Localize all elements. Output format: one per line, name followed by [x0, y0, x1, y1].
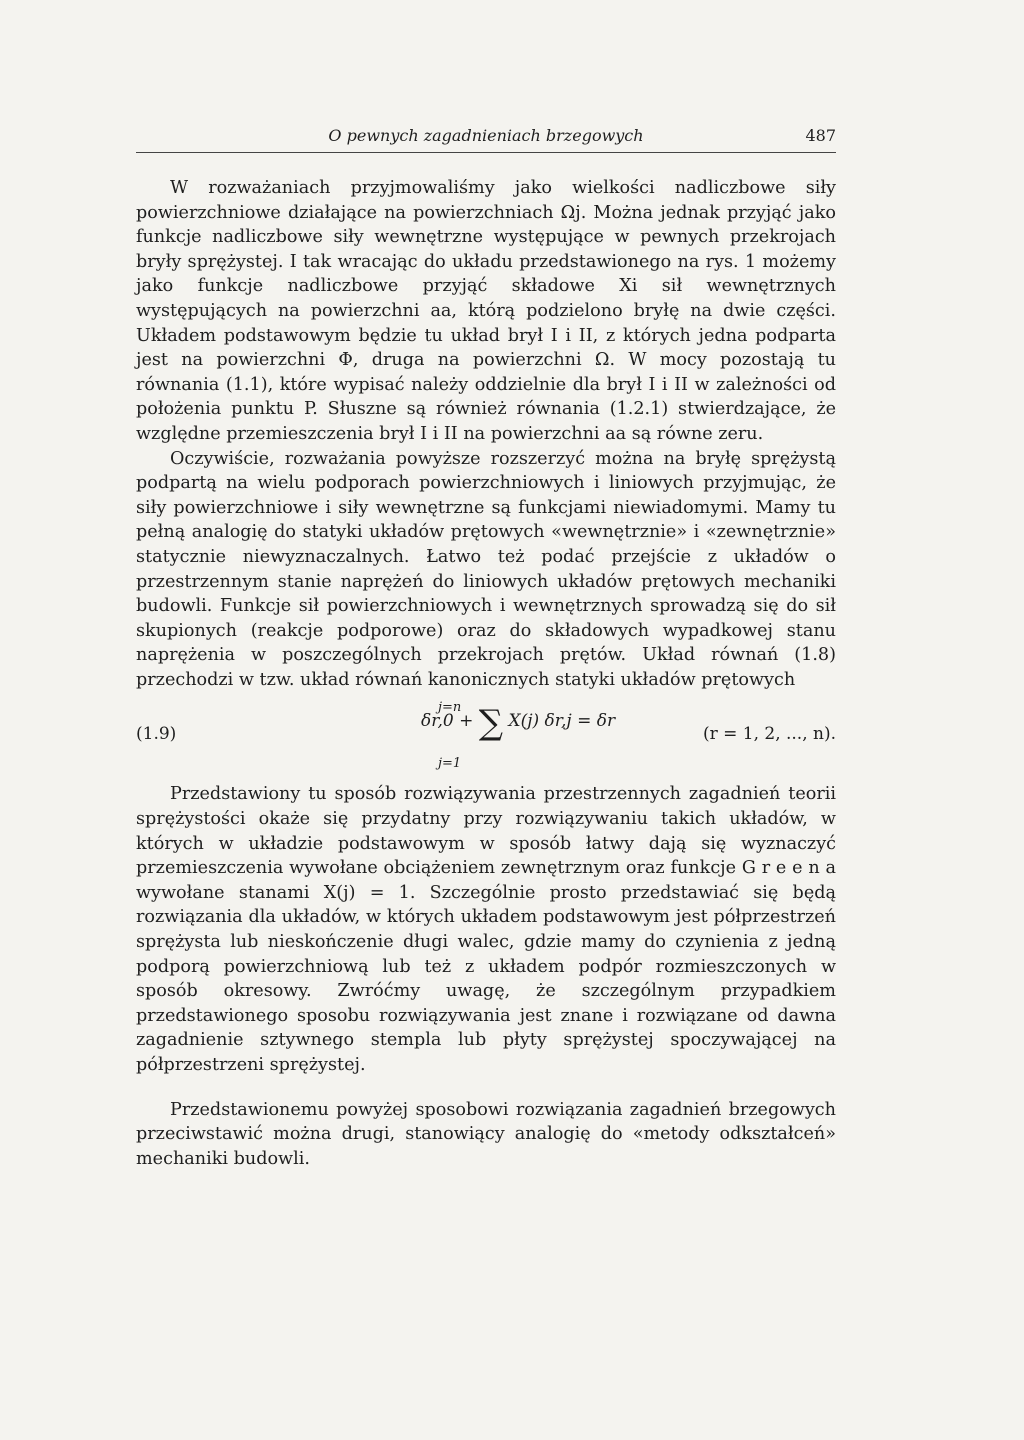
- paragraph-4: Przedstawionemu powyżej sposobowi rozwiązania zagadnień brzegowych przeciwstawić można drugi, stanowiący analogię do «metody odkształceń» mechaniki budowli.: [136, 1099, 836, 1169]
- equation-body: [421, 703, 616, 744]
- paragraph-3: Przedstawiony tu sposób rozwiązywania przestrzennych zagadnień teorii sprężystości okaże się przydatny przy rozwiązywaniu takich układów, w których w układzie podstawowym w sposób łatwy dają się wyznaczyć przemieszczenia wywołane obciążeniem zewnętrznym oraz funkcje G r e e n a wywołane stanami X(j) = 1. Szczególnie prosto przedstawiać się będą rozwiązania dla układów, w których układem podstawowym jest półprzestrzeń sprężysta lub nieskończenie długi walec, gdzie mamy do czynienia z jedną podporą powierzchniową lub też z układem podpór rozmieszczonych w sposób okresowy. Zwróćmy uwagę, że szczególnym przypadkiem przedstawionego sposobu rozwiązywania jest znane i rozwiązane od dawna zagadnienie sztywnego stempla lub płyty sprężystej spoczywającej na półprzestrzeni sprężystej.: [136, 784, 836, 1075]
- equation-label: (1.9): [136, 724, 177, 745]
- paragraph-1: W rozważaniach przyjmowaliśmy jako wielkości nadliczbowe siły powierzchniowe działające na powierzchniach Ωj. Można jednak przyjąć jako funkcje nadliczbowe siły wewnętrzne występujące w pewnych przekrojach bryły sprężystej. I tak wracając do układu przedstawionego na rys. 1 możemy jako funkcje nadliczbowe przyjąć składowe Xi sił wewnętrznych występujących na powierzchni aa, którą podzielono bryłę na dwie części. Układem podstawowym będzie tu układ brył I i II, z których jedna podparta jest na powierzchni Φ, druga na powierzchni Ω. W mocy pozostają tu równania (1.1), które wypisać należy oddzielnie dla brył I i II w zależności od położenia punktu P. Słuszne są również równania (1.2.1) stwierdzające, że względne przemieszczenia brył I i II na powierzchni aa są równe zeru.: [136, 178, 836, 444]
- running-title: O pewnych zagadnieniach brzegowych: [328, 126, 644, 145]
- sum-lower-limit: j=1: [438, 756, 462, 772]
- paragraph-gap: [136, 1078, 836, 1098]
- summation-sign: ∑: [478, 703, 504, 744]
- paragraph-2: Oczywiście, rozważania powyższe rozszerzyć można na bryłę sprężystą podpartą na wielu podporach powierzchniowych i liniowych przyjmując, że siły powierzchniowe i siły wewnętrzne są funkcjami niewiadomymi. Mamy tu pełną analogię do statyki układów prętowych «wewnętrznie» i «zewnętrznie» statycznie niewyznaczalnych. Łatwo też podać przejście z układów o przestrzennym stanie naprężeń do liniowych układów prętowych mechaniki budowli. Funkcje sił powierzchniowych i wewnętrznych sprowadzą się do sił skupionych (reakcje podporowe) oraz do składowych wypadkowej stanu naprężenia w poszczególnych przekrojach prętów. Układ równań (1.8) przechodzi w tzw. układ równań kanonicznych statyki układów prętowych: [136, 448, 836, 690]
- sum-upper-limit: j=n: [438, 700, 462, 716]
- equation-left-term: δr,0 +: [421, 711, 474, 732]
- page-number: 487: [805, 126, 836, 145]
- page-header: [136, 126, 836, 153]
- equation-sum-term: X(j) δr,j = δr: [508, 711, 616, 732]
- equation-range: (r = 1, 2, ..., n).: [702, 724, 836, 745]
- equation-1-9: [136, 692, 836, 782]
- body-text: [136, 176, 836, 1171]
